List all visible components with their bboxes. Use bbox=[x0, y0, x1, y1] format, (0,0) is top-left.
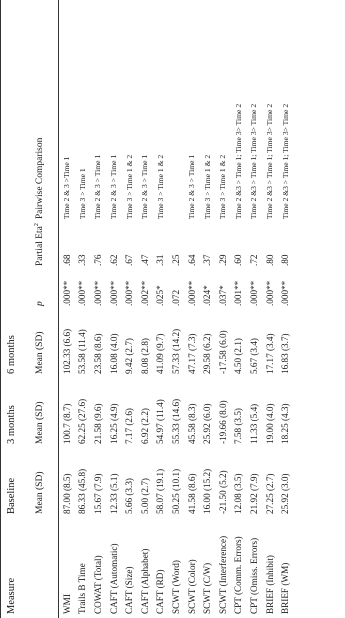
table-row bbox=[277, 0, 293, 618]
cell-6-months: 41.09 (9.7) bbox=[155, 333, 166, 374]
cell-measure: SCWT (C/W) bbox=[202, 562, 213, 614]
cell-baseline: 58.07 (19.1) bbox=[155, 468, 166, 514]
cell-eta: .25 bbox=[170, 254, 181, 266]
cell-measure: CPT (Comm. Errors) bbox=[233, 536, 244, 614]
cell-3-months: 6.92 (2.2) bbox=[139, 408, 150, 444]
cell-pairwise: Time 3 > Time 1 & 2 bbox=[218, 154, 228, 220]
cell-eta: .31 bbox=[155, 254, 166, 266]
cell-pairwise: Time 2 & 3 > Time 1 bbox=[93, 154, 103, 220]
table-row bbox=[137, 0, 153, 618]
cell-measure: Trails B Time bbox=[77, 563, 88, 614]
cell-6-months: 17.17 (3.4) bbox=[264, 333, 275, 374]
cell-eta: .76 bbox=[92, 254, 103, 266]
cell-eta: .47 bbox=[139, 254, 150, 266]
cell-p: .000** bbox=[124, 280, 135, 306]
cell-6-months: 53.58 (11.4) bbox=[77, 329, 88, 374]
header-partial-eta: Partial Eta$^2$ bbox=[33, 223, 45, 266]
cell-baseline: 12.33 (5.1) bbox=[108, 473, 119, 514]
header-mean-sd-baseline: Mean (SD) bbox=[34, 471, 45, 514]
table-body bbox=[59, 0, 293, 618]
cell-3-months: 7.17 (2.6) bbox=[124, 408, 135, 444]
cell-measure: COWAT (Total) bbox=[92, 555, 103, 614]
cell-pairwise: Time 3 > Time 1 bbox=[77, 168, 87, 220]
cell-3-months: -19.66 (8.0) bbox=[217, 400, 228, 444]
cell-baseline: 50.25 (10.1) bbox=[170, 468, 181, 514]
cell-baseline: -21.50 (5.2) bbox=[217, 470, 228, 514]
cell-baseline: 15.67 (7.9) bbox=[92, 473, 103, 514]
table-row bbox=[231, 0, 247, 618]
cell-eta: .64 bbox=[186, 254, 197, 266]
cell-3-months: 62.25 (27.6) bbox=[77, 398, 88, 444]
cell-eta: .62 bbox=[108, 254, 119, 266]
cell-eta: .33 bbox=[77, 254, 88, 266]
cell-6-months: 16.83 (3.7) bbox=[280, 333, 291, 374]
table-row bbox=[153, 0, 169, 618]
header-row-stats bbox=[21, 0, 59, 618]
cell-3-months: 55.33 (14.6) bbox=[170, 398, 181, 444]
cell-p: .024* bbox=[202, 285, 213, 306]
cell-baseline: 25.92 (3.0) bbox=[280, 473, 291, 514]
table-row bbox=[75, 0, 91, 618]
header-row-timepoints bbox=[1, 0, 22, 618]
cell-3-months: 19.00 (4.0) bbox=[264, 403, 275, 444]
cell-p: .037* bbox=[217, 285, 228, 306]
cell-6-months: 102.33 (6.6) bbox=[61, 328, 72, 374]
cell-eta: .68 bbox=[61, 254, 72, 266]
cell-6-months: 23.58 (8.6) bbox=[92, 333, 103, 374]
table-row bbox=[215, 0, 231, 618]
cell-6-months: 29.58 (6.2) bbox=[202, 333, 213, 374]
header-measure: Measure bbox=[5, 577, 17, 614]
cell-eta: .80 bbox=[280, 254, 291, 266]
cell-measure: CAFT (Alphabet) bbox=[139, 548, 150, 614]
table-header bbox=[1, 0, 59, 618]
header-mean-sd-6m: Mean (SD) bbox=[34, 331, 45, 374]
cell-pairwise: Time 2 &3 > Time 1; Time 3> Time 2 bbox=[233, 103, 243, 220]
cell-3-months: 18.25 (4.3) bbox=[280, 403, 291, 444]
cell-baseline: 27.25 (2.7) bbox=[264, 473, 275, 514]
cell-baseline: 5.66 (3.3) bbox=[124, 478, 135, 514]
cell-p: .000** bbox=[61, 280, 72, 306]
cell-baseline: 21.92 (7.9) bbox=[248, 473, 259, 514]
cell-pairwise: Time 3 > Time 1 & 2 bbox=[202, 154, 212, 220]
cell-6-months: 4.50 (2.1) bbox=[233, 338, 244, 374]
cell-measure: BRIEF (Inhibit) bbox=[264, 555, 275, 614]
cell-eta: .29 bbox=[217, 254, 228, 266]
cell-pairwise: Time 2 & 3 > Time 1 bbox=[187, 154, 197, 220]
header-baseline: Baseline bbox=[5, 477, 17, 514]
cell-p: .001** bbox=[233, 280, 244, 306]
cell-3-months: 100.7 (8.7) bbox=[61, 403, 72, 444]
cell-3-months: 11.33 (5.4) bbox=[248, 403, 259, 444]
cell-pairwise: Time 2 & 3 > Time 1 bbox=[140, 154, 150, 220]
cell-measure: CAFT (RD) bbox=[155, 569, 166, 614]
cell-3-months: 54.97 (11.4) bbox=[155, 399, 166, 444]
table-row bbox=[168, 0, 184, 618]
table-row bbox=[90, 0, 106, 618]
cell-p: .025* bbox=[155, 285, 166, 306]
header-pairwise: Pairwise Comparison bbox=[34, 137, 45, 220]
cell-pairwise: Time 3 > Time 1 & 2 bbox=[124, 154, 134, 220]
table-row bbox=[262, 0, 278, 618]
table-row bbox=[199, 0, 215, 618]
cell-pairwise: Time 2 &3 > Time 1; Time 3> Time 2 bbox=[265, 103, 275, 220]
cell-measure: SCWT (Word) bbox=[170, 560, 181, 614]
table-row bbox=[59, 0, 75, 618]
cell-measure: SCWT (Color) bbox=[186, 559, 197, 614]
cell-6-months: 9.42 (2.7) bbox=[124, 338, 135, 374]
cell-measure: BRIEF (WM) bbox=[280, 562, 291, 614]
cell-baseline: 41.58 (8.6) bbox=[186, 473, 197, 514]
cell-pairwise: Time 2 &3 > Time 1; Time 3> Time 2 bbox=[280, 103, 290, 220]
cell-measure: CAFT (Automatic) bbox=[108, 543, 119, 614]
header-6-months: 6 months bbox=[5, 335, 17, 374]
cell-6-months: 16.08 (4.0) bbox=[108, 333, 119, 374]
cell-baseline: 5.00 (2.7) bbox=[139, 478, 150, 514]
header-mean-sd-3m: Mean (SD) bbox=[34, 401, 45, 444]
cell-6-months: -17.58 (6.0) bbox=[217, 330, 228, 374]
cell-pairwise bbox=[168, 0, 184, 223]
cell-p: .002** bbox=[139, 280, 150, 306]
cell-measure: SCWT (Interference) bbox=[217, 535, 228, 614]
cell-p: .072 bbox=[170, 289, 181, 306]
table-row bbox=[106, 0, 122, 618]
cell-p: .000** bbox=[248, 280, 259, 306]
cell-baseline: 12.08 (3.5) bbox=[233, 473, 244, 514]
cell-3-months: 25.92 (6.0) bbox=[202, 403, 213, 444]
cell-3-months: 21.58 (9.6) bbox=[92, 403, 103, 444]
cell-p: .000** bbox=[186, 280, 197, 306]
cell-p: .000** bbox=[77, 280, 88, 306]
table-row bbox=[121, 0, 137, 618]
cell-baseline: 86.33 (45.8) bbox=[77, 468, 88, 514]
cell-baseline: 87.00 (8.5) bbox=[61, 473, 72, 514]
table-row bbox=[184, 0, 200, 618]
header-p: p bbox=[34, 301, 45, 306]
header-3-months: 3 months bbox=[5, 405, 17, 444]
cell-3-months: 7.58 (3.5) bbox=[233, 408, 244, 444]
cell-6-months: 57.33 (14.2) bbox=[170, 328, 181, 374]
cell-baseline: 16.00 (15.2) bbox=[202, 468, 213, 514]
cell-measure: CPT (Omiss. Errors) bbox=[248, 537, 259, 614]
cell-measure: WMI bbox=[61, 594, 72, 614]
table-row bbox=[246, 0, 262, 618]
cell-p: .000** bbox=[280, 280, 291, 306]
cell-pairwise: Time 3 > Time 1 & 2 bbox=[155, 154, 165, 220]
cell-pairwise: Time 2 &3 > Time 1; Time 3> Time 2 bbox=[249, 103, 259, 220]
cell-eta: .80 bbox=[264, 254, 275, 266]
cell-eta: .72 bbox=[248, 254, 259, 266]
cell-pairwise: Time 2 & 3 > Time 1 bbox=[109, 154, 119, 220]
cell-measure: CAFT (Size) bbox=[124, 566, 135, 614]
cell-p: .000** bbox=[108, 280, 119, 306]
cell-p: .000** bbox=[92, 280, 103, 306]
cell-3-months: 16.25 (4.9) bbox=[108, 403, 119, 444]
cell-p: .000** bbox=[264, 280, 275, 306]
cell-6-months: 5.67 (3.4) bbox=[248, 338, 259, 374]
cell-eta: .37 bbox=[202, 254, 213, 266]
cell-eta: .60 bbox=[233, 254, 244, 266]
cell-6-months: 8.08 (2.8) bbox=[139, 338, 150, 374]
cell-eta: .67 bbox=[124, 254, 135, 266]
cell-pairwise: Time 2 & 3 >Time 1 bbox=[62, 156, 72, 220]
cell-3-months: 45.58 (8.3) bbox=[186, 403, 197, 444]
cell-6-months: 47.17 (7.3) bbox=[186, 333, 197, 374]
